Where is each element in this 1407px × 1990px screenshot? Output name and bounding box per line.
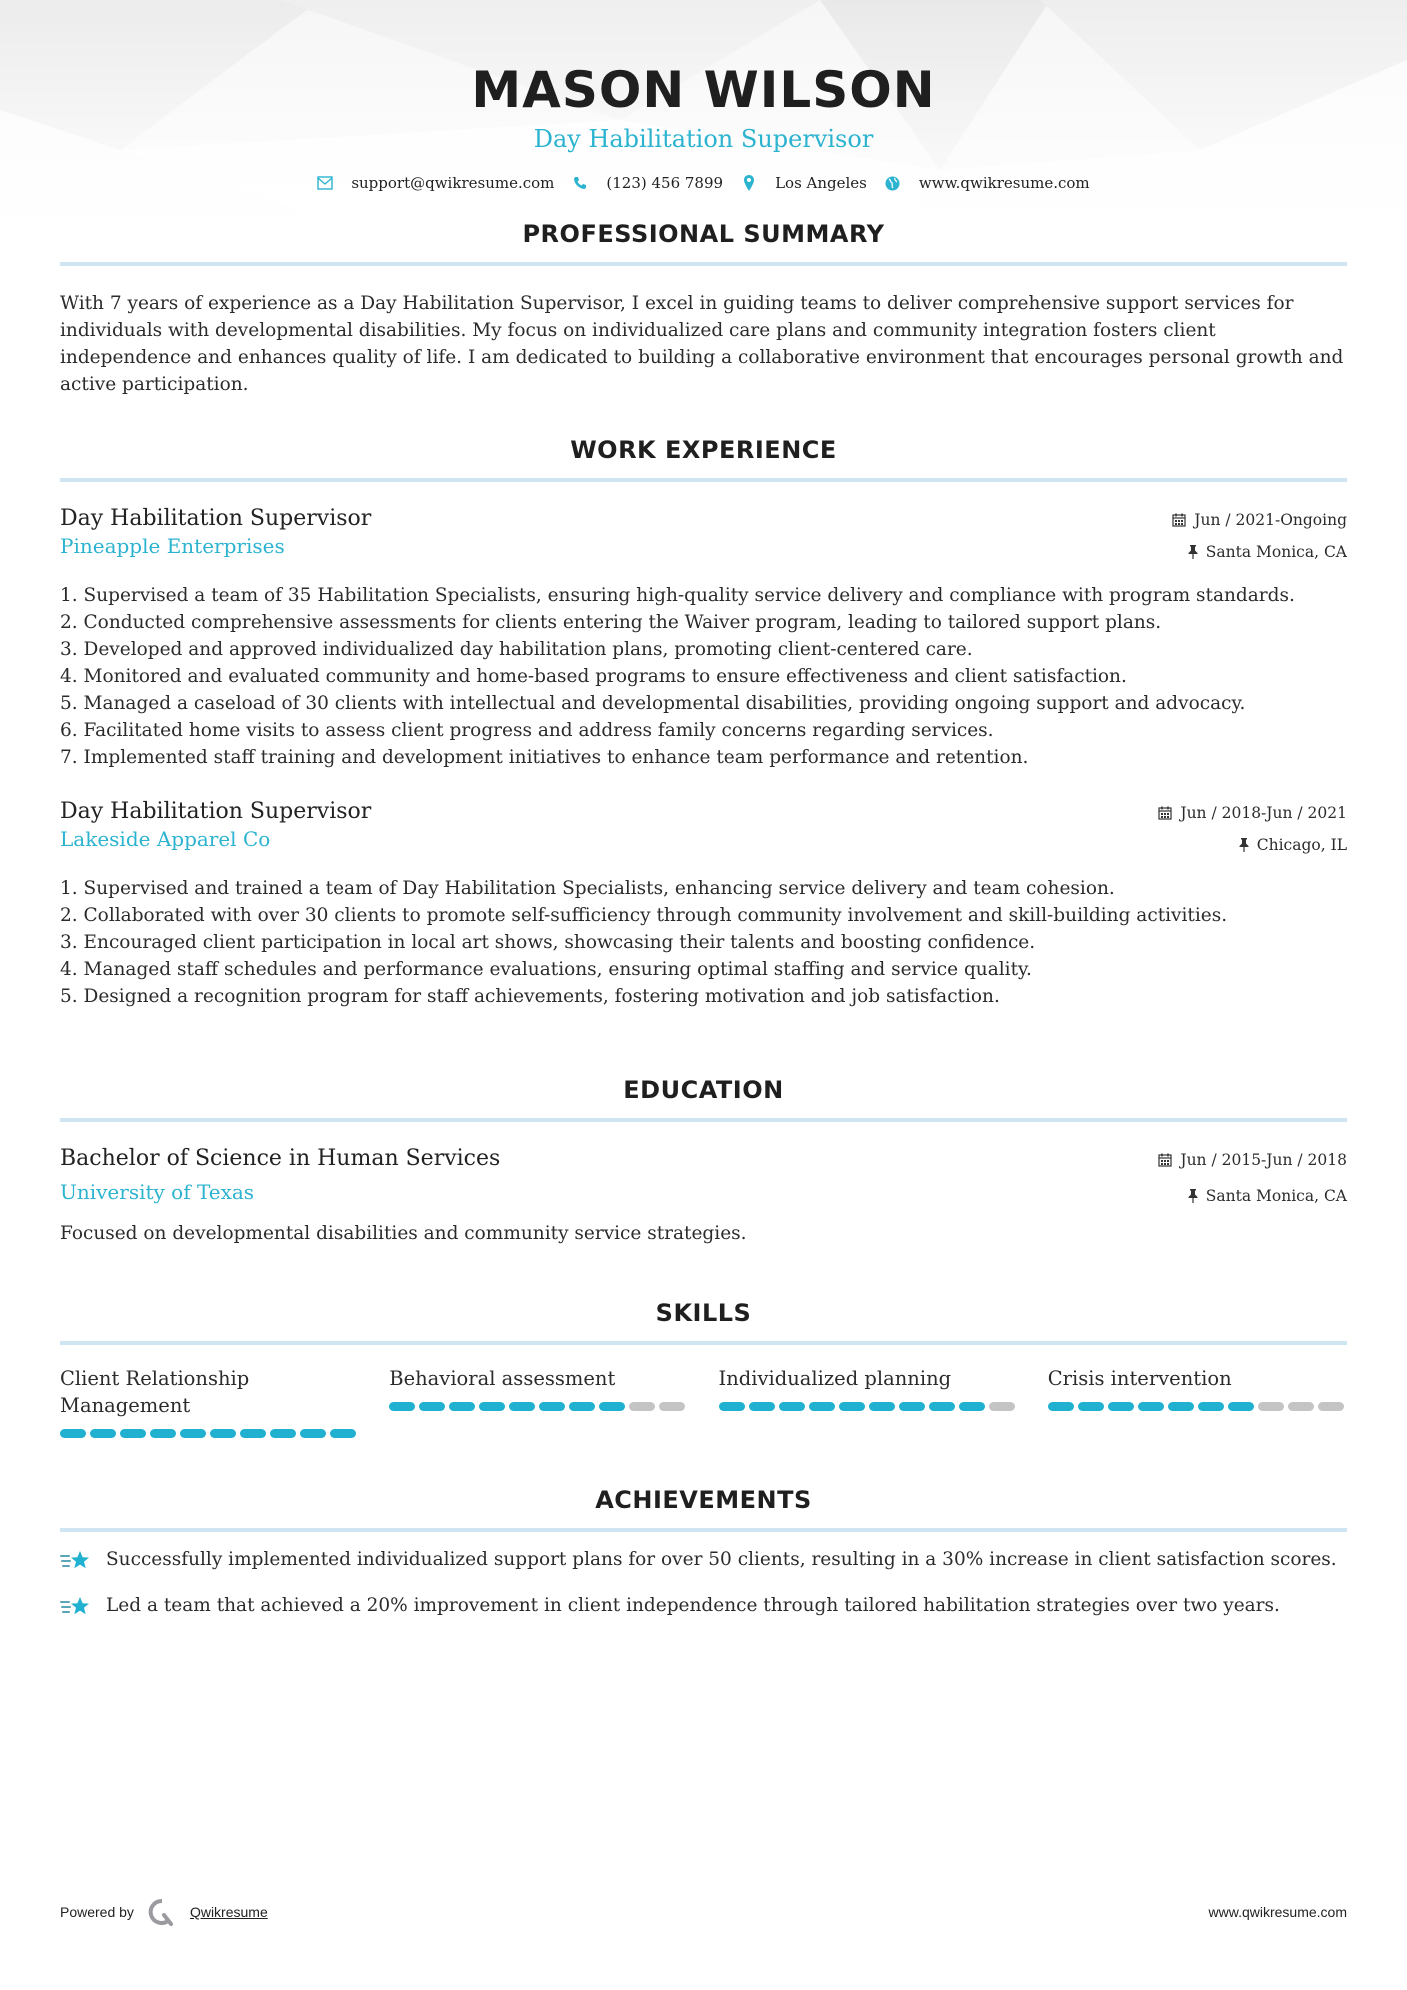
- skill-item: [719, 1365, 1018, 1438]
- skill-item: [60, 1365, 359, 1438]
- skill-segment-filled: [1168, 1402, 1194, 1411]
- skill-rating-bar: [1048, 1402, 1347, 1411]
- skill-segment-filled: [1078, 1402, 1104, 1411]
- qwikresume-link[interactable]: Qwikresume: [189, 1904, 268, 1920]
- skills-section: [60, 1299, 1347, 1438]
- bullet-item: 1. Supervised and trained a team of Day Habilitation Specialists, enhancing service delivery and team cohesion.: [60, 878, 1115, 899]
- education-dates: Jun / 2015-Jun / 2018: [1180, 1151, 1347, 1169]
- skill-segment-filled: [809, 1402, 835, 1411]
- skill-segment-filled: [270, 1429, 296, 1438]
- skill-segment-filled: [749, 1402, 775, 1411]
- skill-segment-filled: [929, 1402, 955, 1411]
- skill-segment-filled: [419, 1402, 445, 1411]
- globe-icon: [885, 175, 901, 191]
- footer-website[interactable]: www.qwikresume.com: [1208, 1904, 1347, 1920]
- candidate-name: MASON WILSON: [471, 61, 936, 119]
- section-heading-education: EDUCATION: [623, 1076, 784, 1104]
- skill-segment-filled: [479, 1402, 505, 1411]
- skill-segment-filled: [389, 1402, 415, 1411]
- skill-item: [1048, 1365, 1347, 1438]
- skill-segment-filled: [719, 1402, 745, 1411]
- achievement-item: [60, 1592, 1347, 1626]
- school-name: University of Texas: [60, 1180, 255, 1204]
- section-heading-summary: PROFESSIONAL SUMMARY: [522, 220, 885, 248]
- skill-segment-filled: [1108, 1402, 1134, 1411]
- contact-location-text: Los Angeles: [775, 174, 867, 192]
- bullet-item: 3. Encouraged client participation in local art shows, showcasing their talents and boosting confidence.: [60, 932, 1036, 953]
- skill-segment-empty: [989, 1402, 1015, 1411]
- job-dates: Jun / 2021-Ongoing: [1194, 511, 1347, 529]
- bullet-item: 5. Designed a recognition program for staff achievements, fostering motivation and job satisfaction.: [60, 986, 1000, 1007]
- section-divider: [60, 1341, 1347, 1345]
- skill-segment-filled: [330, 1429, 356, 1438]
- skill-segment-filled: [779, 1402, 805, 1411]
- education-entry: [60, 1144, 1347, 1247]
- section-divider: [60, 1118, 1347, 1122]
- contact-email[interactable]: [317, 174, 554, 192]
- skill-segment-filled: [1198, 1402, 1224, 1411]
- skill-rating-bar: [719, 1402, 1018, 1411]
- education-location: Santa Monica, CA: [1205, 1187, 1347, 1205]
- bullet-item: 5. Managed a caseload of 30 clients with intellectual and developmental disabilities, providing ongoing support and advocacy.: [60, 693, 1246, 714]
- pushpin-icon: [1188, 545, 1198, 559]
- powered-by-label: Powered by: [60, 1904, 134, 1920]
- contact-phone-text: (123) 456 7899: [606, 174, 724, 192]
- skill-segment-filled: [539, 1402, 565, 1411]
- section-divider: [60, 1528, 1347, 1532]
- bullet-item: 2. Conducted comprehensive assessments for clients entering the Waiver program, leading to tailored support plans.: [60, 612, 1162, 633]
- phone-icon: [572, 175, 588, 191]
- job-entry: [60, 797, 1347, 1010]
- education-section: [60, 1076, 1347, 1247]
- skill-segment-filled: [839, 1402, 865, 1411]
- contact-website-text: www.qwikresume.com: [918, 174, 1090, 192]
- experience-section: [60, 436, 1347, 1010]
- skill-segment-filled: [869, 1402, 895, 1411]
- skill-segment-filled: [449, 1402, 475, 1411]
- degree-title: Bachelor of Science in Human Services: [60, 1146, 501, 1171]
- contact-bar: [60, 174, 1347, 192]
- skills-grid: [60, 1365, 1347, 1438]
- bullet-item: 4. Managed staff schedules and performance evaluations, ensuring optimal staffing and service quality.: [60, 959, 1032, 980]
- achievements-section: [60, 1486, 1347, 1626]
- envelope-icon: [317, 175, 333, 191]
- achievement-text: Led a team that achieved a 20% improvement in client independence through tailored habilitation strategies over two years.: [106, 1595, 1280, 1616]
- skill-segment-filled: [150, 1429, 176, 1438]
- achievement-text: Successfully implemented individualized support plans for over 50 clients, resulting in a 30% increase in client satisfaction scores.: [106, 1549, 1337, 1570]
- achievement-item: [60, 1546, 1347, 1580]
- company-name: Lakeside Apparel Co: [60, 827, 271, 851]
- skill-name: Crisis intervention: [1047, 1367, 1232, 1390]
- skill-rating-bar: [389, 1402, 688, 1411]
- summary-text: With 7 years of experience as a Day Habilitation Supervisor, I excel in guiding teams to deliver comprehensive support services for individuals with developmental disabilities. My focus on individualized care plans and community integration fosters client independence and enhances quality of life. I am dedicated to building a collaborative environment that encourages personal growth and active participation.: [60, 293, 1344, 395]
- skill-segment-empty: [1318, 1402, 1344, 1411]
- qwikresume-logo-icon: [148, 1898, 176, 1926]
- skill-segment-filled: [240, 1429, 266, 1438]
- section-divider: [60, 262, 1347, 266]
- bullet-item: 2. Collaborated with over 30 clients to promote self-sufficiency through community involvement and skill-building activities.: [60, 905, 1228, 926]
- contact-location: [741, 174, 867, 192]
- skill-segment-empty: [629, 1402, 655, 1411]
- job-bullets: [60, 875, 1347, 1010]
- contact-website[interactable]: [885, 174, 1090, 192]
- skill-segment-filled: [1138, 1402, 1164, 1411]
- skill-segment-filled: [60, 1429, 86, 1438]
- skill-segment-empty: [1258, 1402, 1284, 1411]
- skill-segment-filled: [509, 1402, 535, 1411]
- skill-segment-filled: [1228, 1402, 1254, 1411]
- section-divider: [60, 478, 1347, 482]
- pushpin-icon: [1188, 1189, 1198, 1203]
- calendar-icon: [1158, 1153, 1172, 1167]
- shooting-star-icon: [60, 1594, 94, 1626]
- job-location: Santa Monica, CA: [1205, 543, 1347, 561]
- skill-segment-filled: [120, 1429, 146, 1438]
- bullet-item: 4. Monitored and evaluated community and home-based programs to ensure effectiveness and client satisfaction.: [60, 666, 1127, 687]
- pushpin-icon: [1239, 838, 1249, 852]
- contact-email-text: support@qwikresume.com: [351, 174, 555, 192]
- education-description: Focused on developmental disabilities and community service strategies.: [60, 1223, 747, 1244]
- skill-name: Client Relationship Management: [60, 1367, 250, 1417]
- job-title: Day Habilitation Supervisor: [60, 799, 372, 824]
- map-marker-icon: [741, 175, 757, 191]
- job-bullets: [60, 582, 1347, 771]
- skill-segment-filled: [959, 1402, 985, 1411]
- shooting-star-icon: [60, 1548, 94, 1580]
- skill-item: [389, 1365, 688, 1438]
- skill-segment-filled: [599, 1402, 625, 1411]
- calendar-icon: [1158, 806, 1172, 820]
- job-location: Chicago, IL: [1256, 836, 1347, 854]
- skill-segment-filled: [90, 1429, 116, 1438]
- skill-segment-empty: [659, 1402, 685, 1411]
- skill-segment-filled: [300, 1429, 326, 1438]
- skill-segment-filled: [210, 1429, 236, 1438]
- candidate-title: Day Habilitation Supervisor: [533, 125, 874, 153]
- job-dates: Jun / 2018-Jun / 2021: [1180, 804, 1347, 822]
- powered-by: [60, 1898, 268, 1926]
- footer: [60, 1898, 1347, 1926]
- skill-name: Individualized planning: [718, 1367, 952, 1390]
- skill-segment-filled: [180, 1429, 206, 1438]
- job-entry: [60, 504, 1347, 771]
- bullet-item: 6. Facilitated home visits to assess client progress and address family concerns regarding services.: [60, 720, 994, 741]
- section-heading-skills: SKILLS: [655, 1299, 752, 1327]
- bullet-item: 3. Developed and approved individualized day habilitation plans, promoting client-centered care.: [60, 639, 973, 660]
- bullet-item: 1. Supervised a team of 35 Habilitation Specialists, ensuring high-quality service delivery and compliance with program standards.: [60, 585, 1295, 606]
- section-heading-experience: WORK EXPERIENCE: [570, 436, 837, 464]
- job-title: Day Habilitation Supervisor: [60, 506, 372, 531]
- skill-segment-filled: [1048, 1402, 1074, 1411]
- company-name: Pineapple Enterprises: [60, 534, 285, 558]
- summary-section: [60, 220, 1347, 398]
- contact-phone[interactable]: [572, 174, 723, 192]
- skill-segment-empty: [1288, 1402, 1314, 1411]
- section-heading-achievements: ACHIEVEMENTS: [595, 1486, 812, 1514]
- skill-segment-filled: [899, 1402, 925, 1411]
- calendar-icon: [1172, 513, 1186, 527]
- skill-segment-filled: [569, 1402, 595, 1411]
- skill-name: Behavioral assessment: [389, 1367, 616, 1390]
- skill-rating-bar: [60, 1429, 359, 1438]
- bullet-item: 7. Implemented staff training and development initiatives to enhance team performance and retention.: [60, 747, 1029, 768]
